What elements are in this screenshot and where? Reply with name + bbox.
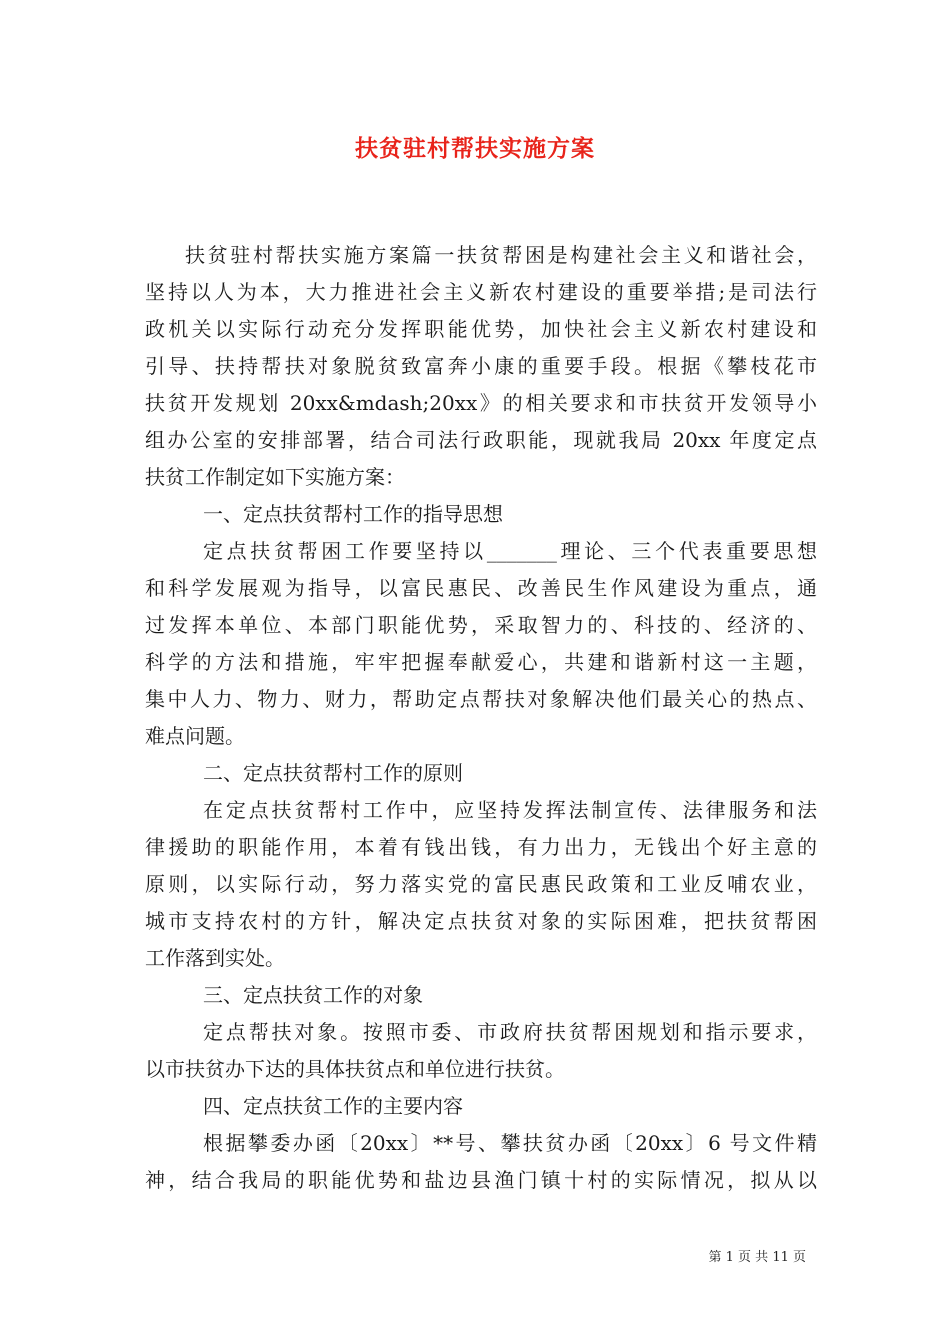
body-line: 神，结合我局的职能优势和盐边县渔门镇十村的实际情况，拟从以 — [145, 1168, 817, 1192]
body-line: 组办公室的安排部署，结合司法行政职能，现就我局 20xx 年度定点 — [145, 428, 817, 452]
body-line: 原则，以实际行动，努力落实党的富民惠民政策和工业反哺农业， — [145, 872, 817, 896]
section-heading: 二、定点扶贫帮村工作的原则 — [203, 761, 463, 785]
body-line: 定点帮扶对象。按照市委、市政府扶贫帮困规划和指示要求， — [203, 1020, 817, 1044]
body-line: 工作落到实处。 — [145, 946, 285, 970]
body-line: 过发挥本单位、本部门职能优势，采取智力的、科技的、经济的、 — [145, 613, 817, 637]
section-heading: 三、定点扶贫工作的对象 — [203, 983, 423, 1007]
body-line: 以市扶贫办下达的具体扶贫点和单位进行扶贫。 — [145, 1057, 565, 1081]
body-line: 扶贫开发规划 20xx&mdash;20xx》的相关要求和市扶贫开发领导小 — [145, 391, 817, 415]
body-line: 引导、扶持帮扶对象脱贫致富奔小康的重要手段。根据《攀枝花市 — [145, 354, 817, 378]
body-line: 科学的方法和措施，牢牢把握奉献爱心，共建和谐新村这一主题， — [145, 650, 817, 674]
body-line: 城市支持农村的方针，解决定点扶贫对象的实际困难，把扶贫帮困 — [145, 909, 817, 933]
document-title: 扶贫驻村帮扶实施方案 — [355, 135, 595, 162]
section-heading: 一、定点扶贫帮村工作的指导思想 — [203, 502, 503, 526]
page-number: 第 1 页 共 11 页 — [708, 1250, 806, 1265]
body-line: 政机关以实际行动充分发挥职能优势，加快社会主义新农村建设和 — [145, 317, 817, 341]
body-line: 律援助的职能作用，本着有钱出钱，有力出力，无钱出个好主意的 — [145, 835, 817, 859]
body-line: 坚持以人为本，大力推进社会主义新农村建设的重要举措;是司法行 — [145, 280, 817, 304]
section-heading: 四、定点扶贫工作的主要内容 — [203, 1094, 463, 1118]
body-line: 扶贫驻村帮扶实施方案篇一扶贫帮困是构建社会主义和谐社会， — [185, 243, 817, 267]
body-line: 集中人力、物力、财力，帮助定点帮扶对象解决他们最关心的热点、 — [145, 687, 817, 711]
body-line: 在定点扶贫帮村工作中，应坚持发挥法制宣传、法律服务和法 — [203, 798, 817, 822]
body-line: 扶贫工作制定如下实施方案： — [145, 465, 405, 489]
body-line: 定点扶贫帮困工作要坚持以_______理论、三个代表重要思想 — [203, 539, 817, 563]
document-body — [145, 237, 817, 1199]
body-line: 难点问题。 — [145, 724, 245, 748]
body-line: 和科学发展观为指导，以富民惠民、改善民生作风建设为重点，通 — [145, 576, 817, 600]
body-line: 根据攀委办函〔20xx〕**号、攀扶贫办函〔20xx〕6 号文件精 — [203, 1131, 817, 1155]
